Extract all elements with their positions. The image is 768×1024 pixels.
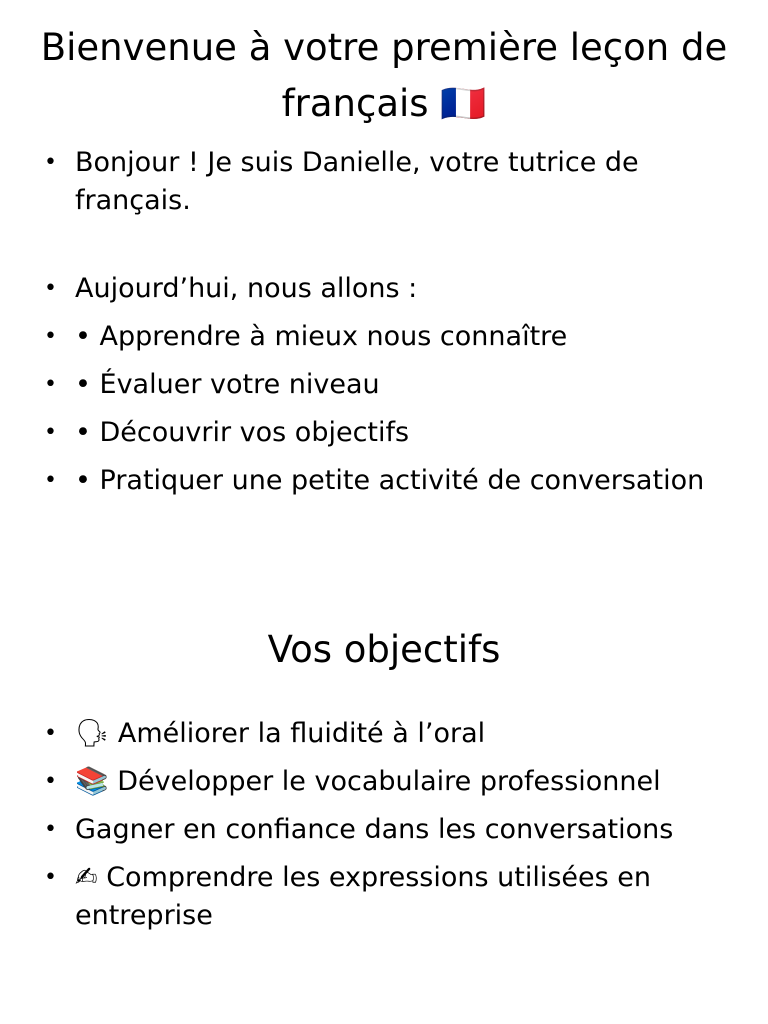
slide-objectives <box>0 600 768 1024</box>
bullet-marker: • <box>44 372 57 397</box>
bullet-text: • Apprendre à mieux nous connaître <box>75 321 568 352</box>
bullet-marker: • <box>44 150 57 175</box>
bullet-marker: • <box>44 324 57 349</box>
list-item <box>0 366 768 404</box>
list-item <box>0 270 768 308</box>
bullet-text: ✍ Comprendre les expressions utilisées en entreprise <box>75 862 652 931</box>
bullet-marker: • <box>44 865 57 890</box>
list-item <box>0 414 768 452</box>
bullet-text: 📚 Développer le vocabulaire professionnel <box>75 766 661 797</box>
list-item <box>0 144 768 220</box>
bullet-marker: • <box>44 817 57 842</box>
bullet-text: • Évaluer votre niveau <box>75 369 380 400</box>
bullet-list <box>0 144 768 500</box>
bullet-text: Bonjour ! Je suis Danielle, votre tutrice de français. <box>75 147 639 216</box>
bullet-text: • Découvrir vos objectifs <box>75 417 410 448</box>
bullet-text: Gagner en confiance dans les conversations <box>75 814 674 845</box>
list-item <box>0 811 768 849</box>
bullet-marker: • <box>44 420 57 445</box>
bullet-marker: • <box>44 769 57 794</box>
list-item <box>0 462 768 500</box>
list-item <box>0 859 768 935</box>
slide-title: Vos objectifs <box>267 628 501 671</box>
list-item <box>0 763 768 801</box>
bullet-marker: • <box>44 276 57 301</box>
bullet-list <box>0 715 768 935</box>
list-item <box>0 318 768 356</box>
slide-title: Bienvenue à votre première leçon de français 🇫🇷 <box>40 26 728 125</box>
list-item <box>0 715 768 753</box>
bullet-marker: • <box>44 721 57 746</box>
bullet-marker: • <box>44 468 57 493</box>
bullet-text: • Pratiquer une petite activité de conversation <box>75 465 705 496</box>
bullet-text: 🗣 Améliorer la fluidité à l’oral <box>75 718 486 749</box>
bullet-text: Aujourd’hui, nous allons : <box>75 273 418 304</box>
